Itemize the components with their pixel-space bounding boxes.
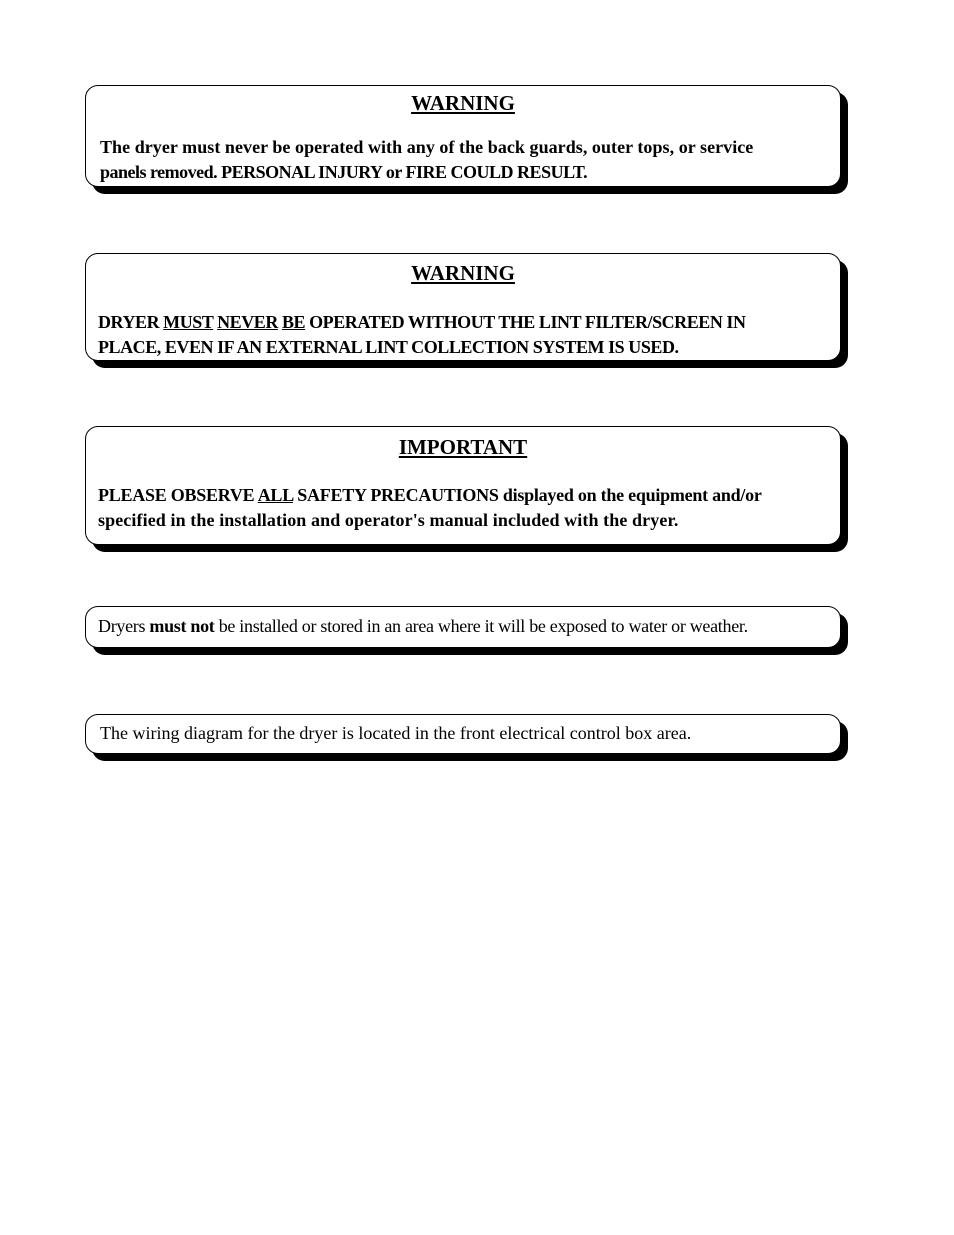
warning-box-lint-filter bbox=[85, 253, 841, 361]
warning-text-line-2: panels removed. PERSONAL INJURY or FIRE COULD RESULT. bbox=[100, 162, 588, 182]
text-segment: OPERATED WITHOUT THE LINT FILTER/SCREEN IN bbox=[305, 312, 746, 332]
note-text-water-weather bbox=[86, 607, 840, 639]
important-box-safety bbox=[85, 426, 841, 545]
warning-box-guards bbox=[85, 85, 841, 187]
note-text-wiring-diagram: The wiring diagram for the dryer is located in the front electrical control box area. bbox=[100, 723, 692, 743]
important-title: IMPORTANT bbox=[398, 435, 528, 459]
note-box-water-weather bbox=[85, 606, 841, 648]
text-segment: Dryers bbox=[98, 616, 150, 636]
important-text-line-1 bbox=[98, 483, 832, 508]
warning-text-lint-filter bbox=[86, 310, 840, 360]
warning-title: WARNING bbox=[411, 261, 515, 285]
warning-text-line-1: The dryer must never be operated with any of the back guards, outer tops, or service bbox=[100, 137, 754, 157]
text-segment: PLEASE OBSERVE bbox=[98, 485, 258, 505]
note-box-wiring-diagram bbox=[85, 714, 841, 754]
text-segment: SAFETY PRECAUTIONS displayed on the equipment and/or bbox=[292, 485, 762, 505]
warning-text-guards bbox=[86, 135, 840, 185]
emphasis-must-not: must not bbox=[149, 616, 215, 636]
important-text-safety bbox=[86, 483, 840, 533]
text-segment: DRYER bbox=[98, 312, 164, 332]
emphasis-must: MUST bbox=[163, 312, 214, 332]
important-text-line-2: specified in the installation and operator's manual included with the dryer. bbox=[98, 510, 679, 530]
emphasis-be: BE bbox=[281, 312, 306, 332]
warning-title: WARNING bbox=[411, 91, 515, 115]
warning-text-line-2: PLACE, EVEN IF AN EXTERNAL LINT COLLECTION SYSTEM IS USED. bbox=[98, 337, 679, 357]
warning-text-line-1 bbox=[98, 310, 832, 335]
emphasis-all: ALL bbox=[257, 485, 293, 505]
emphasis-never: NEVER bbox=[217, 312, 278, 332]
text-segment: be installed or stored in an area where it will be exposed to water or weather. bbox=[214, 616, 748, 636]
